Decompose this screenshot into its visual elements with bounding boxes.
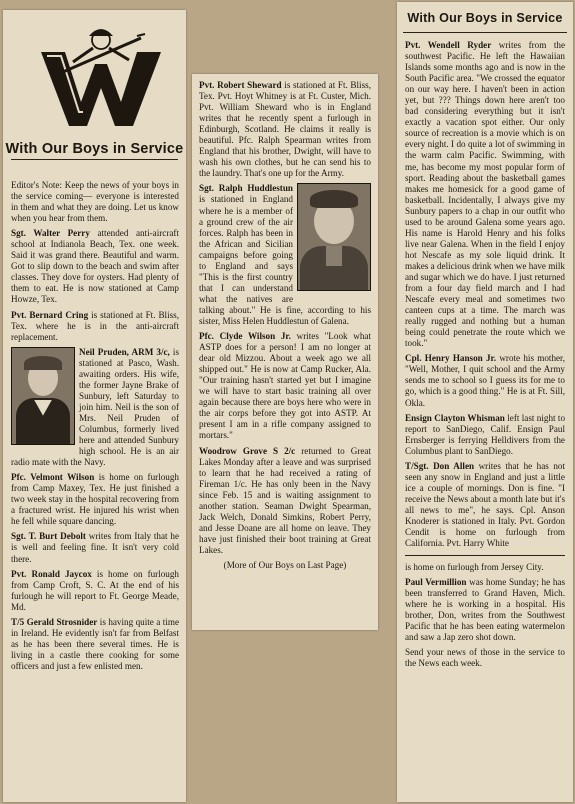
item-text: is home on furlough from Jersey City. <box>405 562 544 573</box>
name-lead: Sgt. T. Burt Debolt <box>11 531 86 542</box>
news-item <box>11 180 179 224</box>
item-text: is stationed at Ft. Bliss, Tex. where he is in the anti-aircraft replacement. <box>11 309 179 342</box>
column-3 <box>403 40 567 674</box>
news-item <box>11 228 179 305</box>
name-lead: T/5 Gerald Strosnider <box>11 616 98 627</box>
clipping-middle <box>192 74 378 630</box>
news-item <box>11 569 179 613</box>
item-text: wrote his mother, "Well, Mother, I quit school and the Army sends me to school so I guess its for me to go, which is a good thing." He is at Ft. Sill, Okla. <box>405 353 566 408</box>
news-item <box>405 353 565 408</box>
name-lead: Cpl. Henry Hanson Jr. <box>405 353 497 364</box>
name-lead: Pfc. Velmont Wilson <box>11 472 95 483</box>
news-item <box>11 310 179 343</box>
item-text: Editor's Note: Keep the news of your boys in the service coming— everyone is interested in them and what they are doing. Let us know when you hear from them. <box>11 180 179 224</box>
name-lead: Sgt. Ralph Huddlestun <box>199 183 293 194</box>
title-rule-right <box>403 32 567 33</box>
item-text: was home Sunday; he has been transferred to Grand Haven, Mich. where he is working in a hospital. His brother, Don, writes from the Southwest Pacific that he has been eating watermelon and saw a Jap zero shot down. <box>405 577 565 643</box>
column-1 <box>9 180 181 676</box>
section-title: With Our Boys in Service <box>5 141 184 157</box>
name-lead: Ensign Clayton Whisman <box>405 412 505 423</box>
title-rule <box>11 159 178 160</box>
soldier-w-logo <box>3 18 186 130</box>
column-2 <box>197 80 373 575</box>
item-text: is home on furlough from Camp Croft, S. C. At the end of his furlough he will report to Ft. George Meade, Md. <box>11 568 179 612</box>
name-lead: Paul Vermillion <box>405 577 467 588</box>
masthead <box>3 18 186 168</box>
news-item <box>199 446 371 556</box>
section-title-right: With Our Boys in Service <box>407 11 563 25</box>
news-item <box>405 413 565 457</box>
news-item <box>199 80 371 179</box>
item-text: writes from Italy that he is well and feeling fine. It isn't very cold there. <box>11 531 179 564</box>
item-text: left last night to report to SanDiego, Calif. Ensign Paul Ernsberger is ferrying Helldivers from the Columbus plant to SanDiego. <box>405 412 566 456</box>
name-lead: Pvt. Ronald Jaycox <box>11 568 92 579</box>
item-text: writes from the southwest Pacific. He left the Hawaiian Islands some months ago and is now in the South Pacific area. "We crossed the equator on our way here. I haven't been in action yet, but ??? Things down here aren't too bad considering everything but it isn't exactly a vacation spot either. Our only source of recreation is a movie which is on every night. I do quite a lot of swimming in the warm calm Pacific. Swimming, with me, has become my most popular form of sport. Reading about the basketball games makes me homesick for a good game of basketball. Incidentally, I always give my Sunbury papers to a chap in our outfit who used to be around Galena some years ago. His name is Harold Henry and his folks live near Galena. When in the field I enjoy hot Nescafe as my sole liquid drink. It makes a delicious drink when we have milk and sugar which we do have. I just returned from a four day field march and I had Nescafe every meal and sometimes two canteen cups at a time. The march was really rugged and nothing but a human being could penetrate the route which we took." <box>405 40 565 349</box>
item-text: is stationed in England where he is a member of a ground crew of the air forces. Ralph has been in the African and Sicilian campaigns before going to England and says "This is the first country that I can understand what the natives are talking about." He is fine, according to his sister, Miss Helen Huddlestun of Galena. <box>199 194 371 326</box>
news-item <box>11 347 179 469</box>
clipping-left <box>3 10 186 802</box>
name-lead: Pfc. Clyde Wilson Jr. <box>199 331 291 342</box>
news-item <box>11 617 179 672</box>
item-text: Send your news of those in the service to the News each week. <box>405 647 565 669</box>
news-item <box>405 577 565 643</box>
clip-separator <box>405 555 565 556</box>
item-text: writes "Look what ASTP does for a person! I am no longer at dear old Mizzou. About a week ago we all shipped out." He is now at Camp Rucker, Ala. "Our training hasn't started yet but I imagine we will have to start basic training all over again because there are boys here who were in the air corps before they got into ASTP. At present I am in a rifle company assigned to mortars." <box>199 331 371 441</box>
item-text: writes that he has not seen any snow in England and just a little ice a couple of mornings. Don is fine. "I receive the News about a month late but it's all news to me", he says. Cpl. Anson Knoderer is stationed in Italy. Pvt. Gordon Cendit is home on furlough from California. Pvt. Harry White <box>405 460 566 549</box>
item-text: attended anti-aircraft school at Indianola Beach, Tex. one week. Said it was grand there. Beautiful and warm. Got to slip down to the beach and swim after classes. They dove for oysters. Had plenty of them to eat. He is now stationed at Camp Howze, Tex. <box>11 228 179 305</box>
item-text: is stationed at Ft. Bliss, Tex. Pvt. Hoyt Whitney is at Ft. Custer, Mich. Pvt. William Sheward who is in England writes that he recently spent a furlough in Edinburgh, Scotland. He claims it really is beautiful. Pfc. Ralph Spearman writes from England that his brother, Dwight, will have to wash his own clothes, but he can send his to the laundry. That's one up for the Army. <box>199 80 371 179</box>
photo-ralph-huddlestun <box>297 183 371 291</box>
news-item <box>199 331 371 441</box>
item-text: is home on furlough from Camp Maxey, Tex. He just finished a two week stay in the hospital recovering from a fractured wrist. He injured his wrist when he fell while square dancing. <box>11 472 179 527</box>
name-lead: Woodrow Grove S 2/c <box>199 445 296 456</box>
news-item <box>405 461 565 549</box>
news-item <box>405 40 565 349</box>
news-item <box>405 647 565 669</box>
news-item <box>11 531 179 564</box>
item-text: is stationed at Pasco, Wash. awaiting orders. His wife, the former Jayne Brake of Sunbury, left Saturday to join him. Neil is the son of Mrs. Neil Pruden of Columbus, formerly lived here and attended Sunbury high school. He is an air radio mate with the Navy. <box>11 346 180 468</box>
news-item <box>11 472 179 527</box>
name-lead: Pvt. Bernard Cring <box>11 309 89 320</box>
news-item <box>199 183 371 327</box>
item-text: is having quite a time in Ireland. He evidently isn't far from Belfast as he has been there several times. He is living in a castle there cooking for some officers and just a few enlisted men. <box>11 616 180 671</box>
name-lead: Pvt. Wendell Ryder <box>405 40 492 50</box>
continued-note: (More of Our Boys on Last Page) <box>223 559 347 570</box>
item-text: returned to Great Lakes Monday after a leave and was surprised to learn that he had received a rating of Fireman 1/c. He has only been in the Navy since Feb. 15 and is waiting assignment to another station. Seaman Dwight Spearman, Jack Welch, Donald Simkins, Robert Perry, and Jesse Doane are all home on leave. They have just finished their boot training at Great Lakes. <box>199 445 371 555</box>
name-lead: Pvt. Robert Sheward <box>199 80 282 90</box>
clipping-right <box>397 2 573 802</box>
news-item <box>405 562 565 573</box>
name-lead: Sgt. Walter Perry <box>11 228 90 239</box>
name-lead: Neil Pruden, ARM 3/c, <box>79 346 170 357</box>
name-lead: T/Sgt. Don Allen <box>405 460 475 471</box>
photo-neil-pruden <box>11 347 75 445</box>
